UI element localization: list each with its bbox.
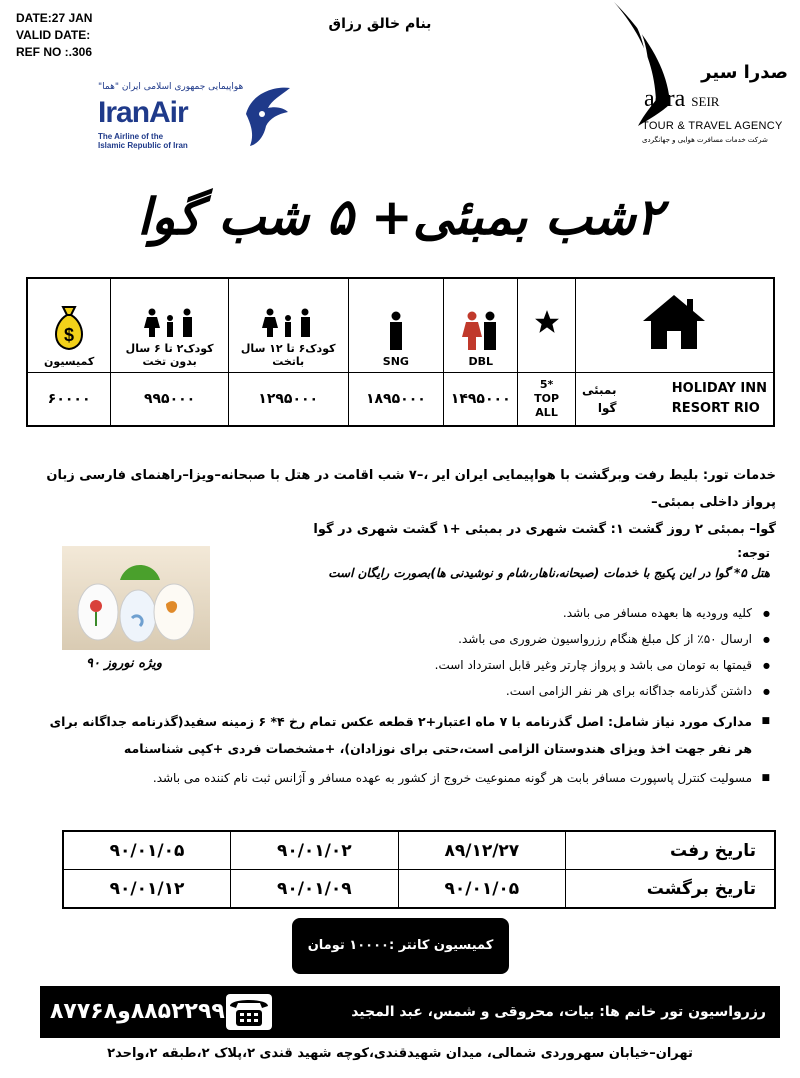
return-date: ۹۰/۰۱/۰۵ bbox=[398, 870, 566, 909]
address-text: تهران–خیابان سهروردی شمالی، میدان شهیدقندی،کوچه شهید قندی ۲،پلاک ۲،طبقه ۲،واحد۲ bbox=[107, 1046, 693, 1061]
sadra-seir-logo: صدرا سیر adra SEIR TOUR & TRAVEL AGENCY شرکت خدمات مسافرت هوایی و جهانگردی bbox=[604, 0, 794, 155]
star-rating: 5* TOP ALL bbox=[518, 372, 576, 426]
return-date: ۹۰/۰۱/۱۲ bbox=[63, 870, 231, 909]
family-icon bbox=[260, 308, 316, 338]
star-header bbox=[518, 278, 576, 372]
departure-date: ۹۰/۰۱/۰۲ bbox=[231, 831, 399, 870]
basmala-text: بنام خالق رزاق bbox=[328, 16, 432, 32]
nowruz-caption: ویژه نوروز ۹۰ bbox=[86, 656, 163, 671]
departure-date: ۸۹/۱۲/۲۷ bbox=[398, 831, 566, 870]
conditions-list bbox=[30, 604, 770, 795]
departure-row bbox=[63, 831, 775, 870]
city-1: بمبئی bbox=[581, 382, 617, 397]
note-body: هتل ۵* گوا در این پکیج با خدمات (صبحانه،ناهار،شام و نوشیدنی ها)بصورت رایگان است bbox=[328, 566, 770, 580]
ref-number-text: REF NO :.306 bbox=[16, 45, 93, 59]
reference-info bbox=[16, 10, 92, 61]
hotel-name-1: HOLIDAY INN bbox=[671, 380, 767, 396]
child-2-6-price: ۹۹۵۰۰۰ bbox=[111, 372, 229, 426]
list-item: ● داشتن گذرنامه جداگانه برای هر نفر الزامی است. bbox=[30, 682, 770, 701]
iranair-logo: هواپیمایی جمهوری اسلامی ایران "هما" IranAir The Airline of the Islamic Republic of Iran bbox=[92, 70, 292, 160]
reservation-bar bbox=[40, 986, 780, 1038]
child-6-12-header: کودک۶ تا ۱۲ سال باتخت bbox=[228, 278, 348, 372]
dates-table bbox=[62, 830, 776, 909]
commission-value: ۶۰۰۰۰ bbox=[27, 372, 111, 426]
return-row bbox=[63, 870, 775, 909]
valid-date-text: VALID DATE: bbox=[16, 28, 91, 42]
tour-services: خدمات تور: بلیط رفت وبرگشت با هواپیمایی ایران ایر ،–۷ شب اقامت در هتل با صبحانه–ویزا–راهنمای فارسی زبان پرواز داخلی بمبئی– گوا– بمبئی ۲ روز گشت ۱: گشت شهری در بمبئی +۱ گشت شهری در گوا bbox=[46, 468, 776, 537]
single-header: SNG bbox=[348, 278, 444, 372]
child-2-6-header: کودک۲ تا ۶ سال بدون تخت bbox=[111, 278, 229, 372]
list-item: ■ مسولیت کنترل پاسپورت مسافر بابت هر گونه ممنوعیت خروج از کشور به عهده مسافر و آژانس ثبت نام کننده می باشد. bbox=[30, 769, 770, 788]
list-item: ■ مدارک مورد نیاز شامل: اصل گذرنامه با ۷ ماه اعتبار+۲ قطعه عکس تمام رخ ۴* ۶ زمینه سفید(گذرنامه جداگانه برای هر نفر جهت اخذ ویزای هندوستان الزامی است،حتی برای نوزادان)، +مشخصات فردی +کپی شناسنامه bbox=[30, 708, 770, 762]
hotel-header bbox=[575, 278, 774, 372]
return-date: ۹۰/۰۱/۰۹ bbox=[231, 870, 399, 909]
commission-header: $ کمیسیون bbox=[27, 278, 111, 372]
double-price: ۱۴۹۵۰۰۰ bbox=[444, 372, 518, 426]
house-icon bbox=[641, 293, 707, 351]
price-table bbox=[26, 277, 775, 427]
hotel-name-2: RESORT RIO bbox=[671, 400, 760, 416]
tour-headline: ۲شب بمبئی+ ۵ شب گوا bbox=[137, 188, 663, 246]
star-icon bbox=[534, 309, 560, 335]
couple-icon bbox=[461, 311, 501, 351]
date-text: DATE:27 JAN bbox=[16, 11, 93, 25]
homa-bird-icon bbox=[242, 84, 292, 148]
list-item: ● کلیه ورودیه ها بعهده مسافر می باشد. bbox=[30, 604, 770, 623]
single-person-icon bbox=[385, 311, 407, 351]
phone-numbers: ۸۸۵۲۲۹۹۰و۸۷۷۶۸ bbox=[50, 999, 239, 1024]
family-icon bbox=[142, 308, 198, 338]
list-item: ● ارسال ۵۰٪ از کل مبلغ هنگام رزرواسیون ضروری می باشد. bbox=[30, 630, 770, 649]
svg-text:$: $ bbox=[64, 324, 75, 345]
city-2: گوا bbox=[597, 400, 617, 415]
price-header-row bbox=[27, 278, 774, 372]
return-label: تاریخ برگشت bbox=[566, 870, 775, 909]
child-6-12-price: ۱۲۹۵۰۰۰ bbox=[228, 372, 348, 426]
single-price: ۱۸۹۵۰۰۰ bbox=[348, 372, 444, 426]
double-header: DBL bbox=[444, 278, 518, 372]
price-row bbox=[27, 372, 774, 426]
reservation-names: رزرواسیون تور خانم ها: بیات، محروقی و شمس، عبد المجید bbox=[351, 1004, 766, 1020]
hotel-cell bbox=[575, 372, 774, 426]
departure-label: تاریخ رفت bbox=[566, 831, 775, 870]
departure-date: ۹۰/۰۱/۰۵ bbox=[63, 831, 231, 870]
counter-commission-badge: کمیسیون کانتر :۱۰۰۰۰ تومان bbox=[292, 918, 509, 974]
list-item: ● قیمتها به تومان می باشد و پرواز چارتر وغیر قابل استرداد است. bbox=[30, 656, 770, 675]
note-title: توجه: bbox=[737, 546, 770, 560]
money-bag-icon bbox=[49, 303, 89, 351]
